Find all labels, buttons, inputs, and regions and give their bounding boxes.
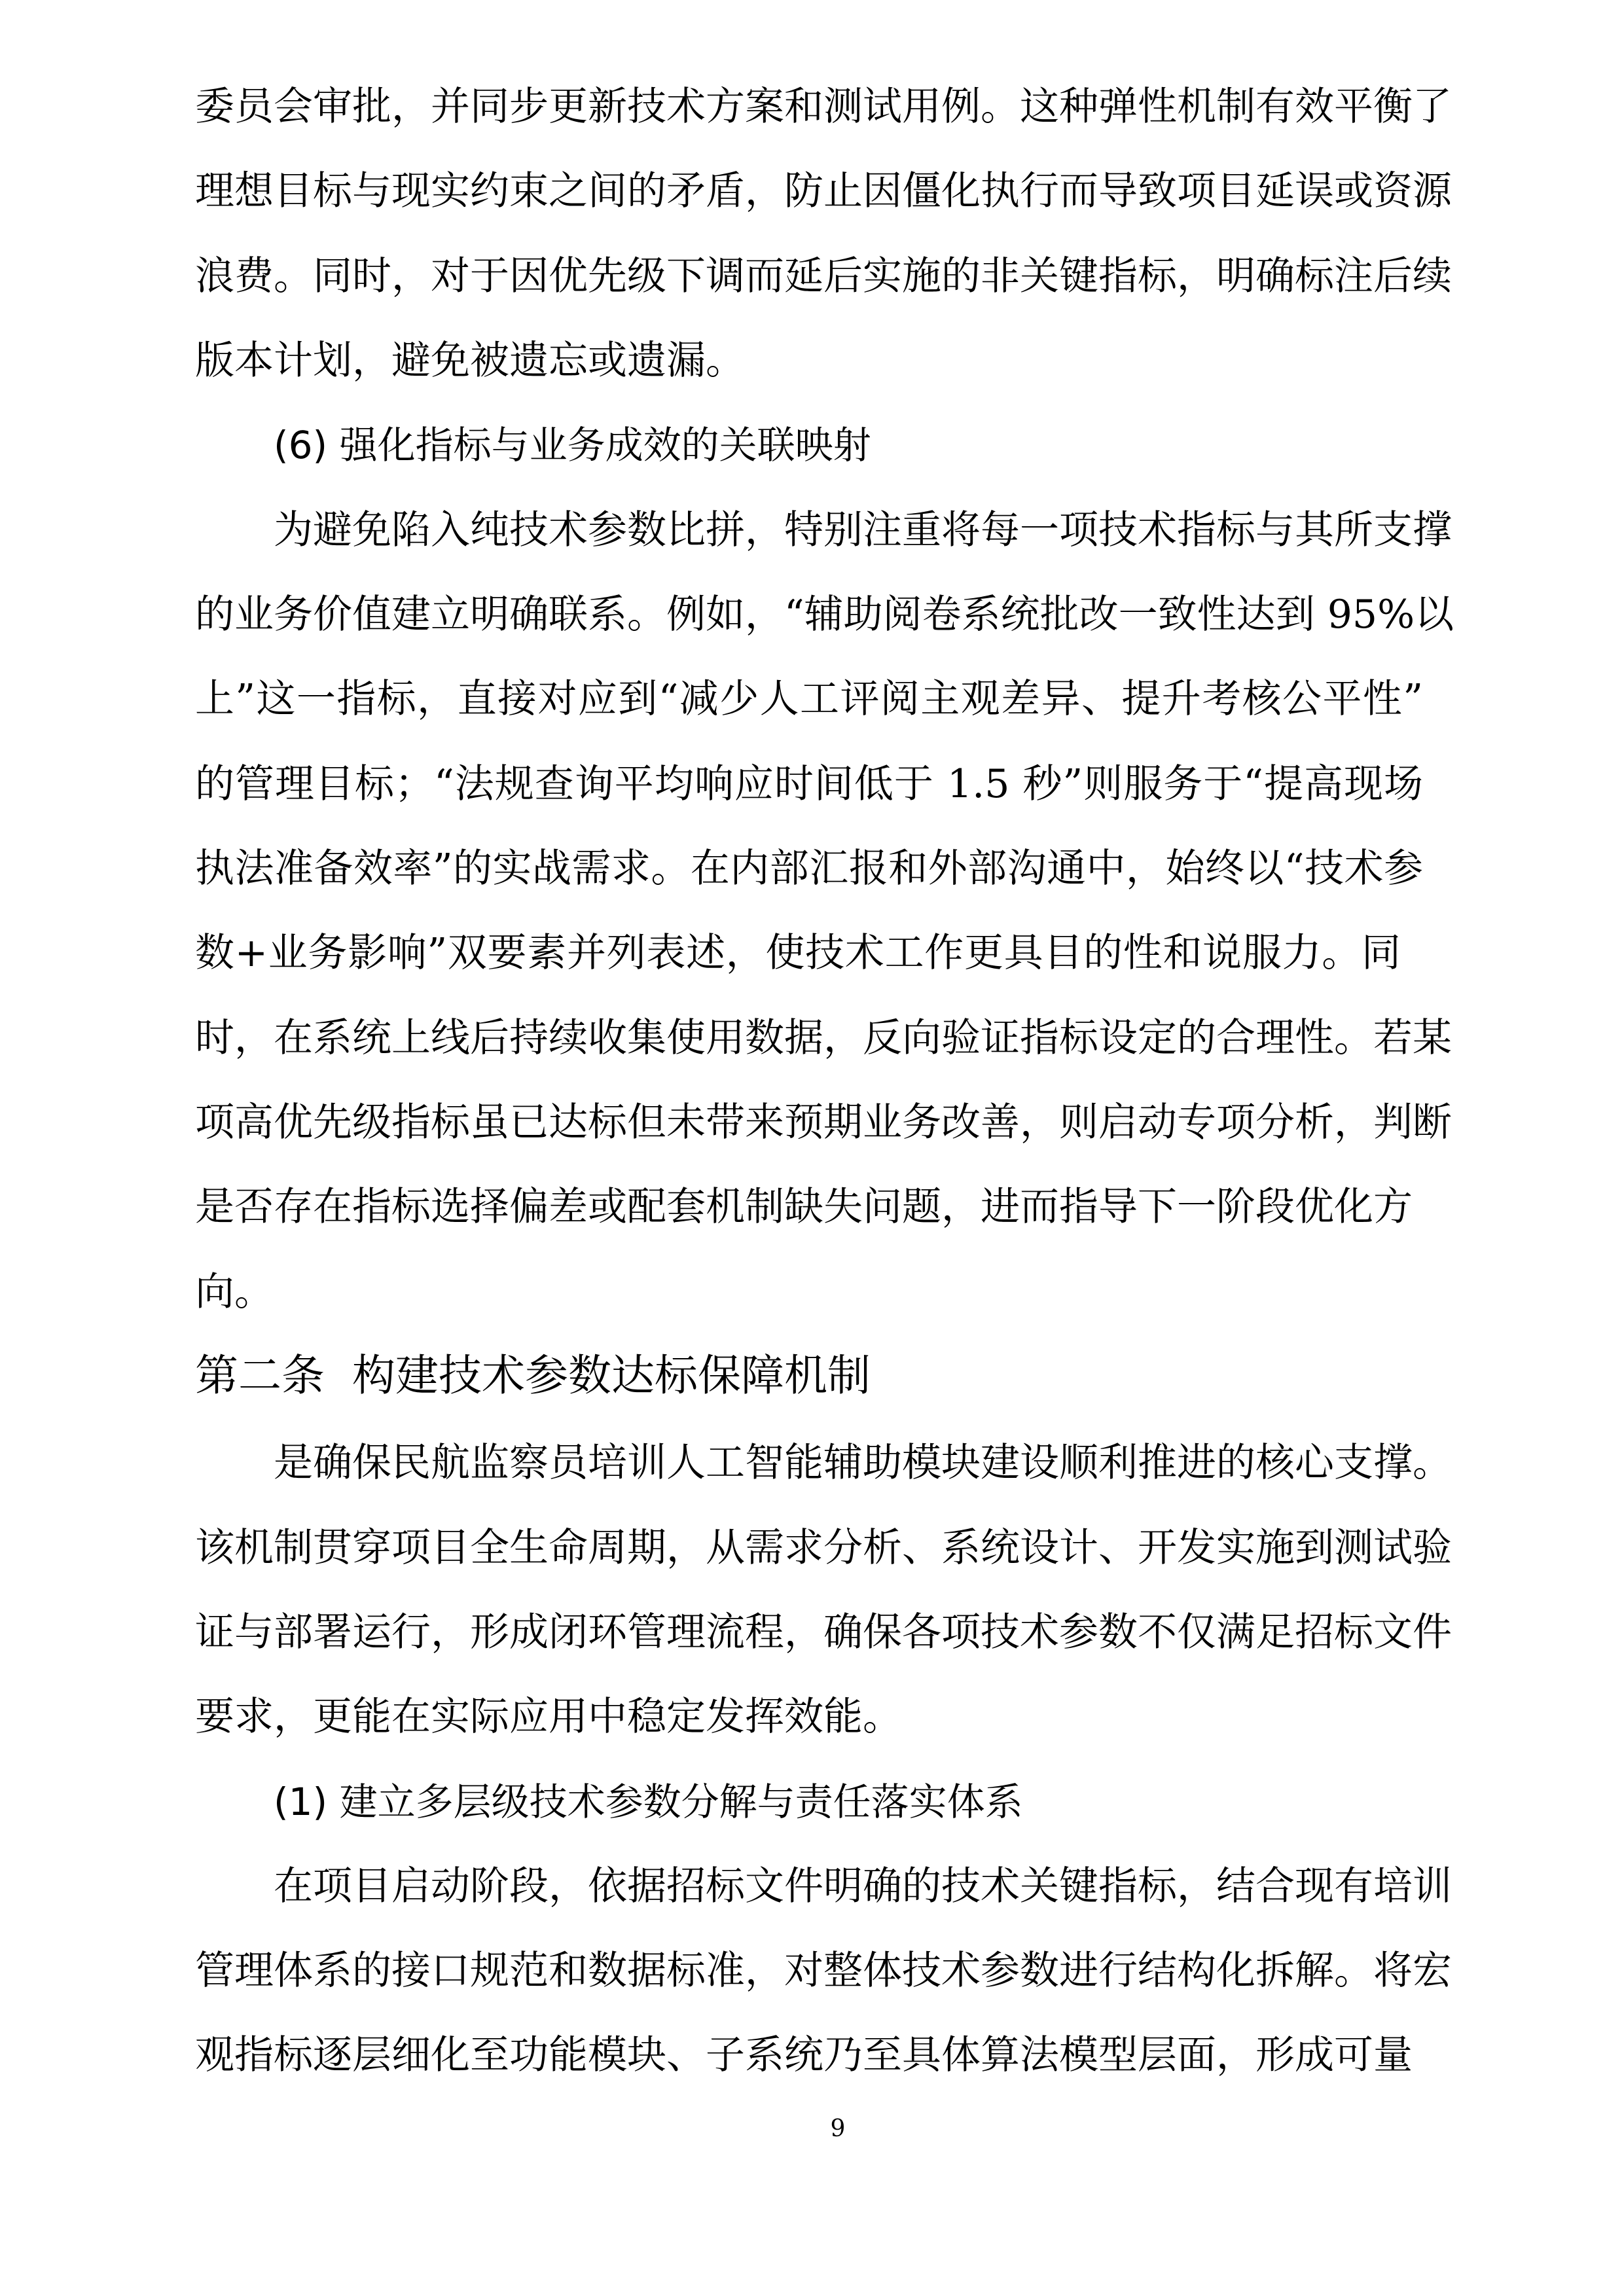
body-text-line: 观指标逐层细化至功能模块、子系统乃至具体算法模型层面，形成可量 (195, 2032, 1413, 2078)
body-text-line: 要求，更能在实际应用中稳定发挥效能。 (195, 1694, 902, 1740)
subheading-item-1: (1) 建立多层级技术参数分解与责任落实体系 (274, 1780, 1023, 1824)
body-text-line: 项高优先级指标虽已达标但未带来预期业务改善，则启动专项分析，判断 (195, 1100, 1452, 1145)
body-text-line: 数+业务影响”双要素并列表述，使技术工作更具目的性和说服力。同 (195, 930, 1401, 976)
body-text-line: 是确保民航监察员培训人工智能辅助模块建设顺利推进的核心支撑。 (274, 1440, 1452, 1486)
body-text-line: 上”这一指标，直接对应到“减少人工评阅主观差异、提升考核公平性” (195, 676, 1423, 722)
body-text-line: 的业务价值建立明确联系。例如，“辅助阅卷系统批改一致性达到 95%以 (195, 592, 1454, 637)
body-text-line: 委员会审批，并同步更新技术方案和测试用例。这种弹性机制有效平衡了 (195, 84, 1452, 130)
body-text-line: 为避免陷入纯技术参数比拼，特别注重将每一项技术指标与其所支撑 (274, 507, 1452, 553)
section-heading: 第二条 构建技术参数达标保障机制 (195, 1350, 871, 1401)
body-text-line: 浪费。同时，对于因优先级下调而延后实施的非关键指标，明确标注后续 (195, 253, 1452, 299)
body-text-line: 时，在系统上线后持续收集使用数据，反向验证指标设定的合理性。若某 (195, 1015, 1452, 1061)
body-text-line: 在项目启动阶段，依据招标文件明确的技术关键指标，结合现有培训 (274, 1863, 1452, 1909)
body-text-line: 的管理目标；“法规查询平均响应时间低于 1.5 秒”则服务于“提高现场 (195, 761, 1423, 807)
page-number: 9 (830, 2115, 846, 2142)
body-text-line: 执法准备效率”的实战需求。在内部汇报和外部沟通中，始终以“技术参 (195, 846, 1423, 891)
body-text-line: 是否存在指标选择偏差或配套机制缺失问题，进而指导下一阶段优化方 (195, 1184, 1413, 1230)
body-text-line: 证与部署运行，形成闭环管理流程，确保各项技术参数不仅满足招标文件 (195, 1609, 1452, 1655)
body-text-line: 版本计划，避免被遗忘或遗漏。 (195, 338, 745, 384)
body-text-line: 向。 (195, 1269, 274, 1315)
body-text-line: 理想目标与现实约束之间的矛盾，防止因僵化执行而导致项目延误或资源 (195, 168, 1452, 214)
body-text-line: 管理体系的接口规范和数据标准，对整体技术参数进行结构化拆解。将宏 (195, 1948, 1452, 1994)
body-text-line: 该机制贯穿项目全生命周期，从需求分析、系统设计、开发实施到测试验 (195, 1525, 1452, 1571)
subheading-item-6: (6) 强化指标与业务成效的关联映射 (274, 423, 871, 467)
